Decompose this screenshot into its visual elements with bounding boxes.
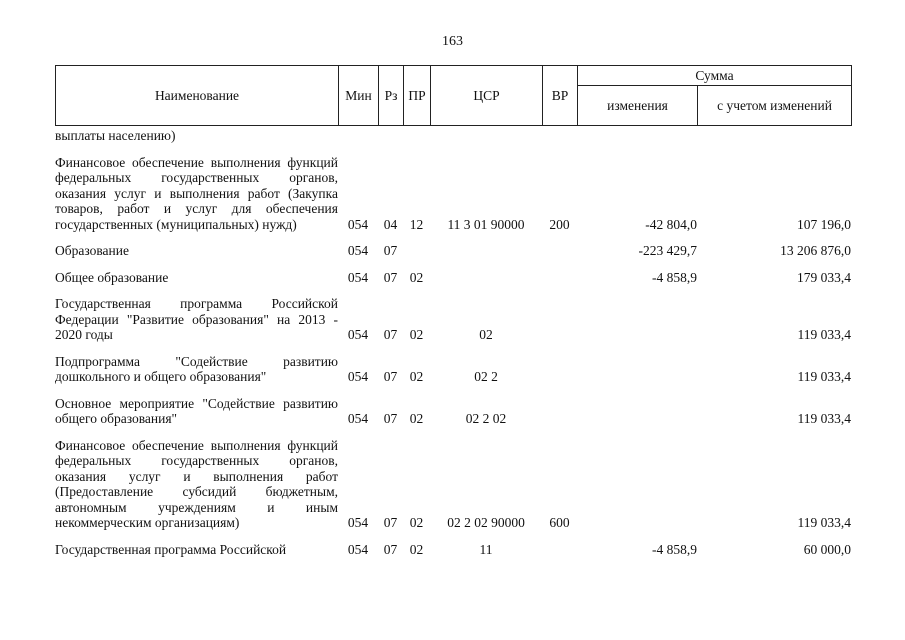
cell-csr: 02 bbox=[479, 327, 493, 342]
cell-min: 054 bbox=[347, 216, 369, 232]
cell-total bbox=[697, 128, 851, 155]
cell-csr: 02 2 02 90000 bbox=[447, 515, 525, 530]
cell-pr bbox=[403, 128, 430, 155]
cell-min: 054 bbox=[347, 515, 369, 530]
cell-pr: 02 bbox=[409, 369, 424, 384]
cell-change: -4 858,9 bbox=[652, 541, 697, 557]
cell-csr: 11 3 01 90000 bbox=[447, 216, 525, 232]
page-number: 163 bbox=[442, 34, 463, 49]
table-row bbox=[55, 155, 851, 244]
header-with-changes: с учетом изменений bbox=[698, 86, 852, 126]
cell-rz: 07 bbox=[383, 327, 398, 342]
table-row bbox=[55, 396, 851, 438]
cell-total: 119 033,4 bbox=[797, 327, 851, 342]
cell-name: Общее образование bbox=[55, 269, 169, 285]
table-row bbox=[55, 128, 851, 155]
cell-pr: 02 bbox=[409, 541, 424, 557]
cell-vr bbox=[542, 270, 577, 297]
cell-change bbox=[577, 438, 697, 542]
cell-min: 054 bbox=[347, 243, 369, 258]
cell-vr bbox=[542, 396, 577, 438]
cell-vr bbox=[542, 128, 577, 155]
header-min: Мин bbox=[339, 66, 379, 126]
cell-rz: 07 bbox=[383, 411, 398, 426]
cell-min: 054 bbox=[347, 327, 369, 342]
cell-min: 054 bbox=[347, 411, 369, 426]
cell-csr bbox=[430, 270, 542, 297]
cell-csr: 02 2 bbox=[474, 369, 498, 384]
cell-total: 119 033,4 bbox=[797, 369, 851, 384]
cell-rz: 07 bbox=[383, 269, 398, 285]
cell-name: Основное мероприятие "Содействие развитию общего образования" bbox=[55, 395, 338, 426]
cell-min: 054 bbox=[347, 269, 369, 285]
table-row bbox=[55, 243, 851, 270]
cell-csr bbox=[430, 128, 542, 155]
header-csr: ЦСР bbox=[431, 66, 543, 126]
table-row bbox=[55, 270, 851, 297]
cell-total: 119 033,4 bbox=[797, 411, 851, 426]
cell-pr bbox=[403, 243, 430, 270]
header-rz: Рз bbox=[379, 66, 404, 126]
table-row bbox=[55, 542, 851, 569]
cell-pr: 12 bbox=[409, 216, 424, 232]
cell-change bbox=[577, 396, 697, 438]
cell-min: 054 bbox=[347, 369, 369, 384]
cell-change bbox=[577, 296, 697, 354]
cell-vr bbox=[542, 542, 577, 569]
cell-vr bbox=[542, 354, 577, 396]
cell-csr bbox=[430, 243, 542, 270]
cell-rz: 04 bbox=[383, 216, 398, 232]
header-summa: Сумма bbox=[578, 66, 852, 86]
table-row bbox=[55, 354, 851, 396]
header-pr: ПР bbox=[404, 66, 431, 126]
cell-change bbox=[577, 128, 697, 155]
cell-pr: 02 bbox=[409, 515, 424, 530]
cell-vr: 200 bbox=[549, 216, 570, 232]
cell-change: -223 429,7 bbox=[638, 243, 697, 258]
cell-vr bbox=[542, 296, 577, 354]
cell-name: Финансовое обеспечение выполнения функций федеральных государственных органов, оказания услуг и выполнения работ (Закупка товаров, работ и услуг для обеспечения государственных (муниципальных) нужд) bbox=[55, 154, 338, 232]
cell-csr: 02 2 02 bbox=[465, 411, 507, 426]
table-header bbox=[55, 65, 852, 126]
cell-csr: 11 bbox=[479, 541, 493, 557]
cell-name: Финансовое обеспечение выполнения функций федеральных государственных органов, оказания услуг и выполнения работ (Предоставление субсидий бюджетным, автономным учреждениям и иным некоммерческим организациям) bbox=[55, 437, 338, 530]
cell-rz: 07 bbox=[383, 515, 398, 530]
cell-name: Государственная программа Российской bbox=[55, 541, 287, 557]
cell-pr: 02 bbox=[409, 411, 424, 426]
cell-name: выплаты населению) bbox=[55, 128, 176, 143]
cell-rz: 07 bbox=[383, 541, 398, 557]
cell-change: -4 858,9 bbox=[652, 269, 697, 285]
cell-pr: 02 bbox=[409, 327, 424, 342]
table-row bbox=[55, 438, 851, 542]
header-vr: ВР bbox=[543, 66, 578, 126]
cell-total: 179 033,4 bbox=[797, 269, 851, 285]
cell-total: 119 033,4 bbox=[797, 515, 851, 530]
cell-vr bbox=[542, 243, 577, 270]
cell-min bbox=[338, 128, 378, 155]
header-name: Наименование bbox=[56, 66, 339, 126]
cell-total: 60 000,0 bbox=[803, 541, 851, 557]
cell-rz: 07 bbox=[383, 243, 398, 258]
cell-name: Образование bbox=[55, 243, 129, 258]
cell-total: 107 196,0 bbox=[797, 216, 851, 232]
cell-change: -42 804,0 bbox=[645, 216, 697, 232]
budget-table bbox=[55, 128, 851, 568]
cell-name: Подпрограмма "Содействие развитию дошкольного и общего образования" bbox=[55, 353, 338, 384]
table-row bbox=[55, 296, 851, 354]
header-changes: изменения bbox=[578, 86, 698, 126]
cell-pr: 02 bbox=[409, 269, 424, 285]
cell-vr: 600 bbox=[549, 515, 570, 530]
cell-change bbox=[577, 354, 697, 396]
cell-name: Государственная программа Российской Федерации "Развитие образования" на 2013 - 2020 годы bbox=[55, 296, 338, 342]
cell-min: 054 bbox=[347, 541, 369, 557]
cell-rz bbox=[378, 128, 403, 155]
cell-rz: 07 bbox=[383, 369, 398, 384]
cell-total: 13 206 876,0 bbox=[780, 243, 851, 258]
